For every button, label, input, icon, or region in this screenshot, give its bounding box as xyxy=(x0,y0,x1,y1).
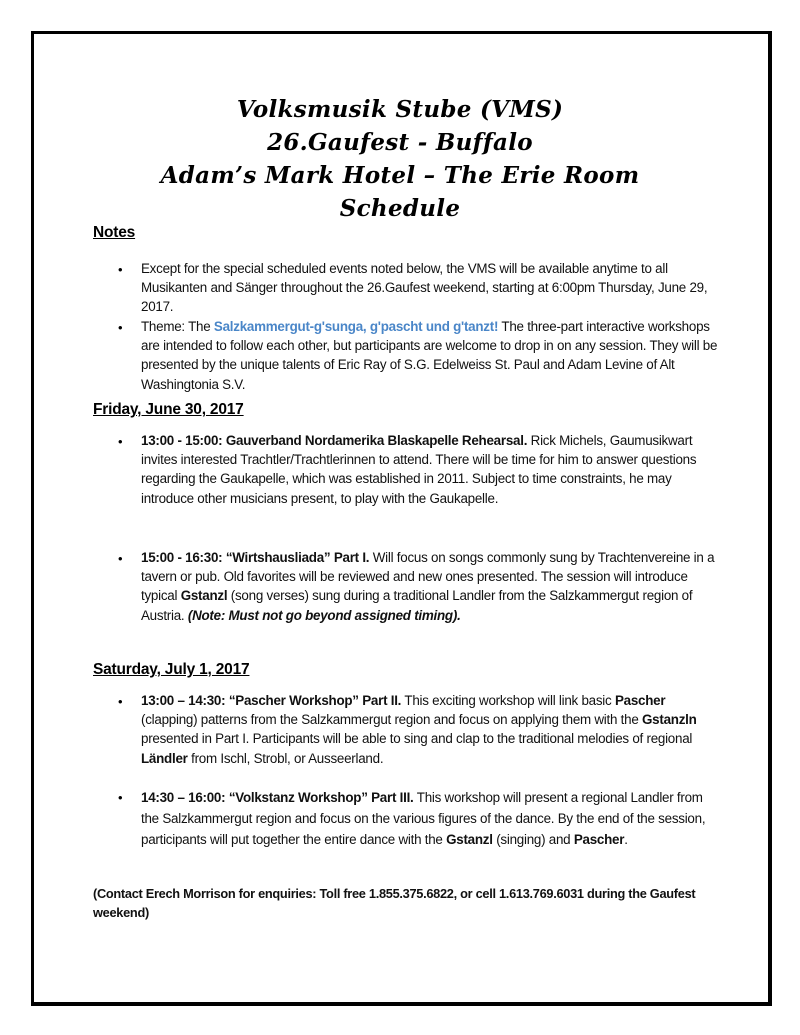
notes-item-theme xyxy=(141,317,721,394)
term-gstanzl: Gstanzl xyxy=(446,832,493,847)
event-description: (clapping) patterns from the Salzkammergut region and focus on applying them with the xyxy=(141,712,643,728)
term-gstanzln: Gstanzln xyxy=(642,712,697,728)
title-line-2: 26.Gaufest - Buffalo xyxy=(267,129,533,156)
saturday-event-volkstanz xyxy=(141,787,721,850)
event-description: Will focus on songs commonly sung by Trachtenvereine in a tavern or pub. Old favorites will be reviewed and new ones presented. The session will introduce typical xyxy=(141,550,715,604)
term-pascher: Pascher xyxy=(573,832,625,847)
event-time-title: 13:00 – 14:30: “Pascher Workshop” Part II. xyxy=(141,693,402,708)
term-pascher: Pascher xyxy=(614,693,666,708)
event-description: (singing) and xyxy=(492,832,574,847)
notes-item-availability: Except for the special scheduled events noted below, the VMS will be available anytime to all Musikanten and Sänger throughout the 26.Gaufest weekend, starting at 6:00pm Thursday, June 29, 2017. xyxy=(141,261,708,315)
title-line-3: Adam’s Mark Hotel – The Erie Room xyxy=(160,162,640,189)
title-line-1: Volksmusik Stube (VMS) xyxy=(236,96,564,123)
event-description: (song verses) sung during a traditional Landler from the Salzkammergut region of Austria. xyxy=(141,588,693,623)
title-line-4: Schedule xyxy=(339,195,461,222)
event-description: This workshop will present a regional Landler from the Salzkammergut region and focus on the various figures of the dance. By the end of the session, participants will put together the entire dance with the xyxy=(141,790,706,847)
friday-heading: Friday, June 30, 2017 xyxy=(93,401,244,418)
saturday-heading: Saturday, July 1, 2017 xyxy=(93,661,250,678)
term-laendler: Ländler xyxy=(141,750,188,766)
contact-info: (Contact Erech Morrison for enquiries: Toll free 1.855.375.6822, or cell 1.613.769.6031 during the Gaufest weekend) xyxy=(93,886,696,920)
event-description: . xyxy=(624,832,628,847)
theme-name: Salzkammergut-g'sunga, g'pascht und g'tanzt! xyxy=(213,319,499,334)
event-description: Rick Michels, Gaumusikwart invites interested Trachtler/Trachtlerinnen to attend. There will be time for him to answer questions regarding the Gaukapelle, which was established in 2011. Subject to time constraints, he may introduce other musicians present, to play with the Gaukapelle. xyxy=(141,433,697,506)
bullet-icon: • xyxy=(118,551,123,566)
event-time-title: 13:00 - 15:00: Gauverband Nordamerika Blaskapelle Rehearsal. xyxy=(141,433,528,448)
event-description: presented in Part I. Participants will be able to sing and clap to the traditional melodies of regional xyxy=(141,731,693,747)
theme-description: The three-part interactive workshops are intended to follow each other, but participants are welcome to drop in on any session. They will be presented by the unique talents of Eric Ray of S.G. Edelweiss St. Paul and Adam Levine of Alt Washingtonia S.V. xyxy=(141,319,718,392)
event-description: This exciting workshop will link basic xyxy=(401,693,615,708)
friday-event-rehearsal xyxy=(141,431,721,508)
bullet-icon: • xyxy=(118,694,123,709)
bullet-icon: • xyxy=(118,262,123,277)
bullet-icon: • xyxy=(118,434,123,449)
friday-event-wirtshausliada xyxy=(141,548,721,625)
term-gstanzl: Gstanzl xyxy=(180,588,228,604)
notes-heading: Notes xyxy=(93,224,136,241)
saturday-event-pascher xyxy=(141,691,721,768)
event-time-title: 14:30 – 16:00: “Volkstanz Workshop” Part III. xyxy=(141,790,414,805)
theme-prefix: Theme: The xyxy=(141,319,214,334)
event-description: from Ischl, Strobl, or Ausseerland. xyxy=(187,750,384,766)
bullet-icon: • xyxy=(118,790,123,805)
document-title xyxy=(0,93,800,225)
event-time-title: 15:00 - 16:30: “Wirtshausliada” Part I. xyxy=(141,550,370,565)
timing-note: (Note: Must not go beyond assigned timing). xyxy=(187,607,461,623)
bullet-icon: • xyxy=(118,320,123,335)
